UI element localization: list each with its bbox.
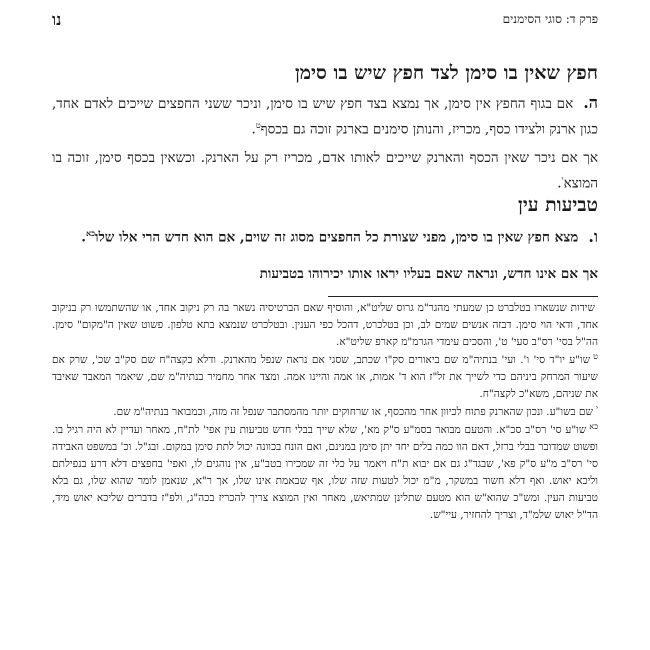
footnote-mark: כא [589, 422, 598, 431]
section-heading-item-next-to-marked-item: חפץ שאין בו סימן לצד חפץ שיש בו סימן [294, 62, 598, 84]
footnote-mark: י [595, 404, 598, 413]
paragraph-5-text: ה.אם בגוף החפץ אין סימן, אך נמצא בצד חפץ שיש בו סימן, וניכר ששני החפצים שייכים לאדם אחד, כגון ארנק ולצידו כסף, מכריז, והנותן סימנים בארנק זוכה גם בכסף$^ט$. [52, 93, 598, 138]
paragraph-5-second-text: אך אם ניכר שאין הכסף והארנק שייכים לאותו אדם, מכריז רק על הארנק. וכשאין בכסף סימן, זוכה בו המוצא$^י$. [52, 150, 598, 192]
footnote-ref: י [561, 175, 564, 184]
paragraph-6-second-text: אך אם אינו חדש, ונראה שאם בעליו יראו אותו יכירוהו בטביעות [259, 266, 598, 282]
paragraph-5 [52, 92, 598, 141]
paragraph-6-body: מצא חפץ שאין בו סימן, מפני שצורת כל החפצים מסוג זה שוים, אם הוא חדש הרי אלו שלו [94, 229, 579, 246]
footnote [52, 422, 598, 524]
paragraph-6 [52, 222, 598, 249]
running-head: פרק ד: סוגי הסימנים [502, 12, 598, 26]
footnote-text: שידות שנשארו בטלברט כן שמעתי מהגר"מ גרוס שליט"א, והוסיף שאם הברטיסיה נשאר בה רק ניקוב אחד, או שהשתמשו רק בניקוב אחד, ודאי הוי סימן. דבזה אנשים שמים לב, וכן בטלכרט, דהכל כפי הענין. ובטלכרט שנמצא בתא טלפון. פשוט שאין ה"מקום" סימן. הה"ל בסי' רס"ב סעי' ט', והסכים עימדי הגרמ"מ קארפ שליט"א. [52, 302, 598, 348]
footnotes-section [52, 300, 598, 525]
paragraph-6-text: ו.מצא חפץ שאין בו סימן, מפני שצורת כל החפצים מסוג זה שוים, אם הוא חדש הרי אלו שלו$^{כא}$. [81, 226, 598, 246]
paragraph-5-second-body: אך אם ניכר שאין הכסף והארנק שייכים לאותו אדם, מכריז רק על הארנק. וכשאין בכסף סימן, זוכה בו המוצא [52, 150, 598, 192]
page-header [52, 10, 598, 34]
paragraph-5-body: אם בגוף החפץ אין סימן, אך נמצא בצד חפץ שיש בו סימן, וניכר ששני החפצים שייכים לאדם אחד, כגון ארנק ולצידו כסף, מכריז, והנותן סימנים בארנק זוכה גם בכסף [52, 96, 598, 138]
paragraph-6-continuation [52, 263, 598, 285]
page-number: נו [52, 10, 62, 29]
footnote [52, 404, 598, 421]
section-heading-visual-recognition: טביעות עין [517, 194, 598, 216]
footnote-divider [328, 296, 598, 297]
footnote-mark: ט [593, 352, 598, 361]
paragraph-5-continuation [52, 147, 598, 195]
footnote-text: שו"ע סי' רס"ב סכ"א. והטעם מבואר בסמ"ע ס"ק מא', שלא שייך בבלי חדש טביעות עין אפי' לת"ח, מאחר ועדיין לא היה רגיל בו. ופשוט שמדובר בבלי ברזל, דאם הוו כמה בלים יחד יתן סימן במנינם, ואם הונח בכוונה יכול לתת סימן במקום. ובג"ל. וכ' במשפט האבידה סי' רס"ב מ"ע ס"ק פא', שבגד"ג גם אם יבוא ת"ח ויאמר על כלי זה שמכירו בטב"ע, אין נוהגים לו, ואפי' בחפצים דלא דרע בנפילתם וליכא יאוש. ואף דלא חשוד במשקר, מ"מ יכול לטעות שזה שלו, אף שבאמת אינו שלו, אך ר"א, שנאמן לומר שהוא שלו, גם בלא טביעות העין. ומש"כ שהוא"ש הוא מטעם שתלינן שמתיאש, מאחר ואין המוצא צריך להכריז בכה"ג, ולפ"ז בדברים שליכא יאוש מיד, הד"ל יאוש שלמ"ד, וצריך להחזיר, עיי"ש. [52, 424, 598, 521]
footnote-ref: כא [85, 228, 95, 238]
footnote [52, 300, 598, 351]
footnote-text: שם בשו"ע. ונכון שהארנק פתוח לכיוון אחר מהכסף, או שרחוקים יותר מהמסתבר שנפל זה מזה, וכמבואר בנתיה"מ שם. [113, 406, 593, 418]
footnote-text: שו"ע יו"ד סי' ו'. ועי' בנתיה"מ שם ביאורים סק"ו שכתב, שסגי אם נראה שנפל מהארנק. ודלא כקצה"ח שם סק"ב שכ', שרק אם שיעור המרחק ביניהם כדי לשייך את זל"ז הוא ד' אמות, או אמה והיינו אמה. ומצד אחר מחמיר בנתיה"מ שם, שיאמר המאבד שאיבד את שניהם, משא"כ לקצה"ח. [52, 354, 598, 400]
footnote-ref: ט [255, 121, 261, 130]
footnote [52, 352, 598, 403]
paragraph-number: ו. [588, 226, 598, 246]
paragraph-number: ה. [583, 93, 598, 112]
